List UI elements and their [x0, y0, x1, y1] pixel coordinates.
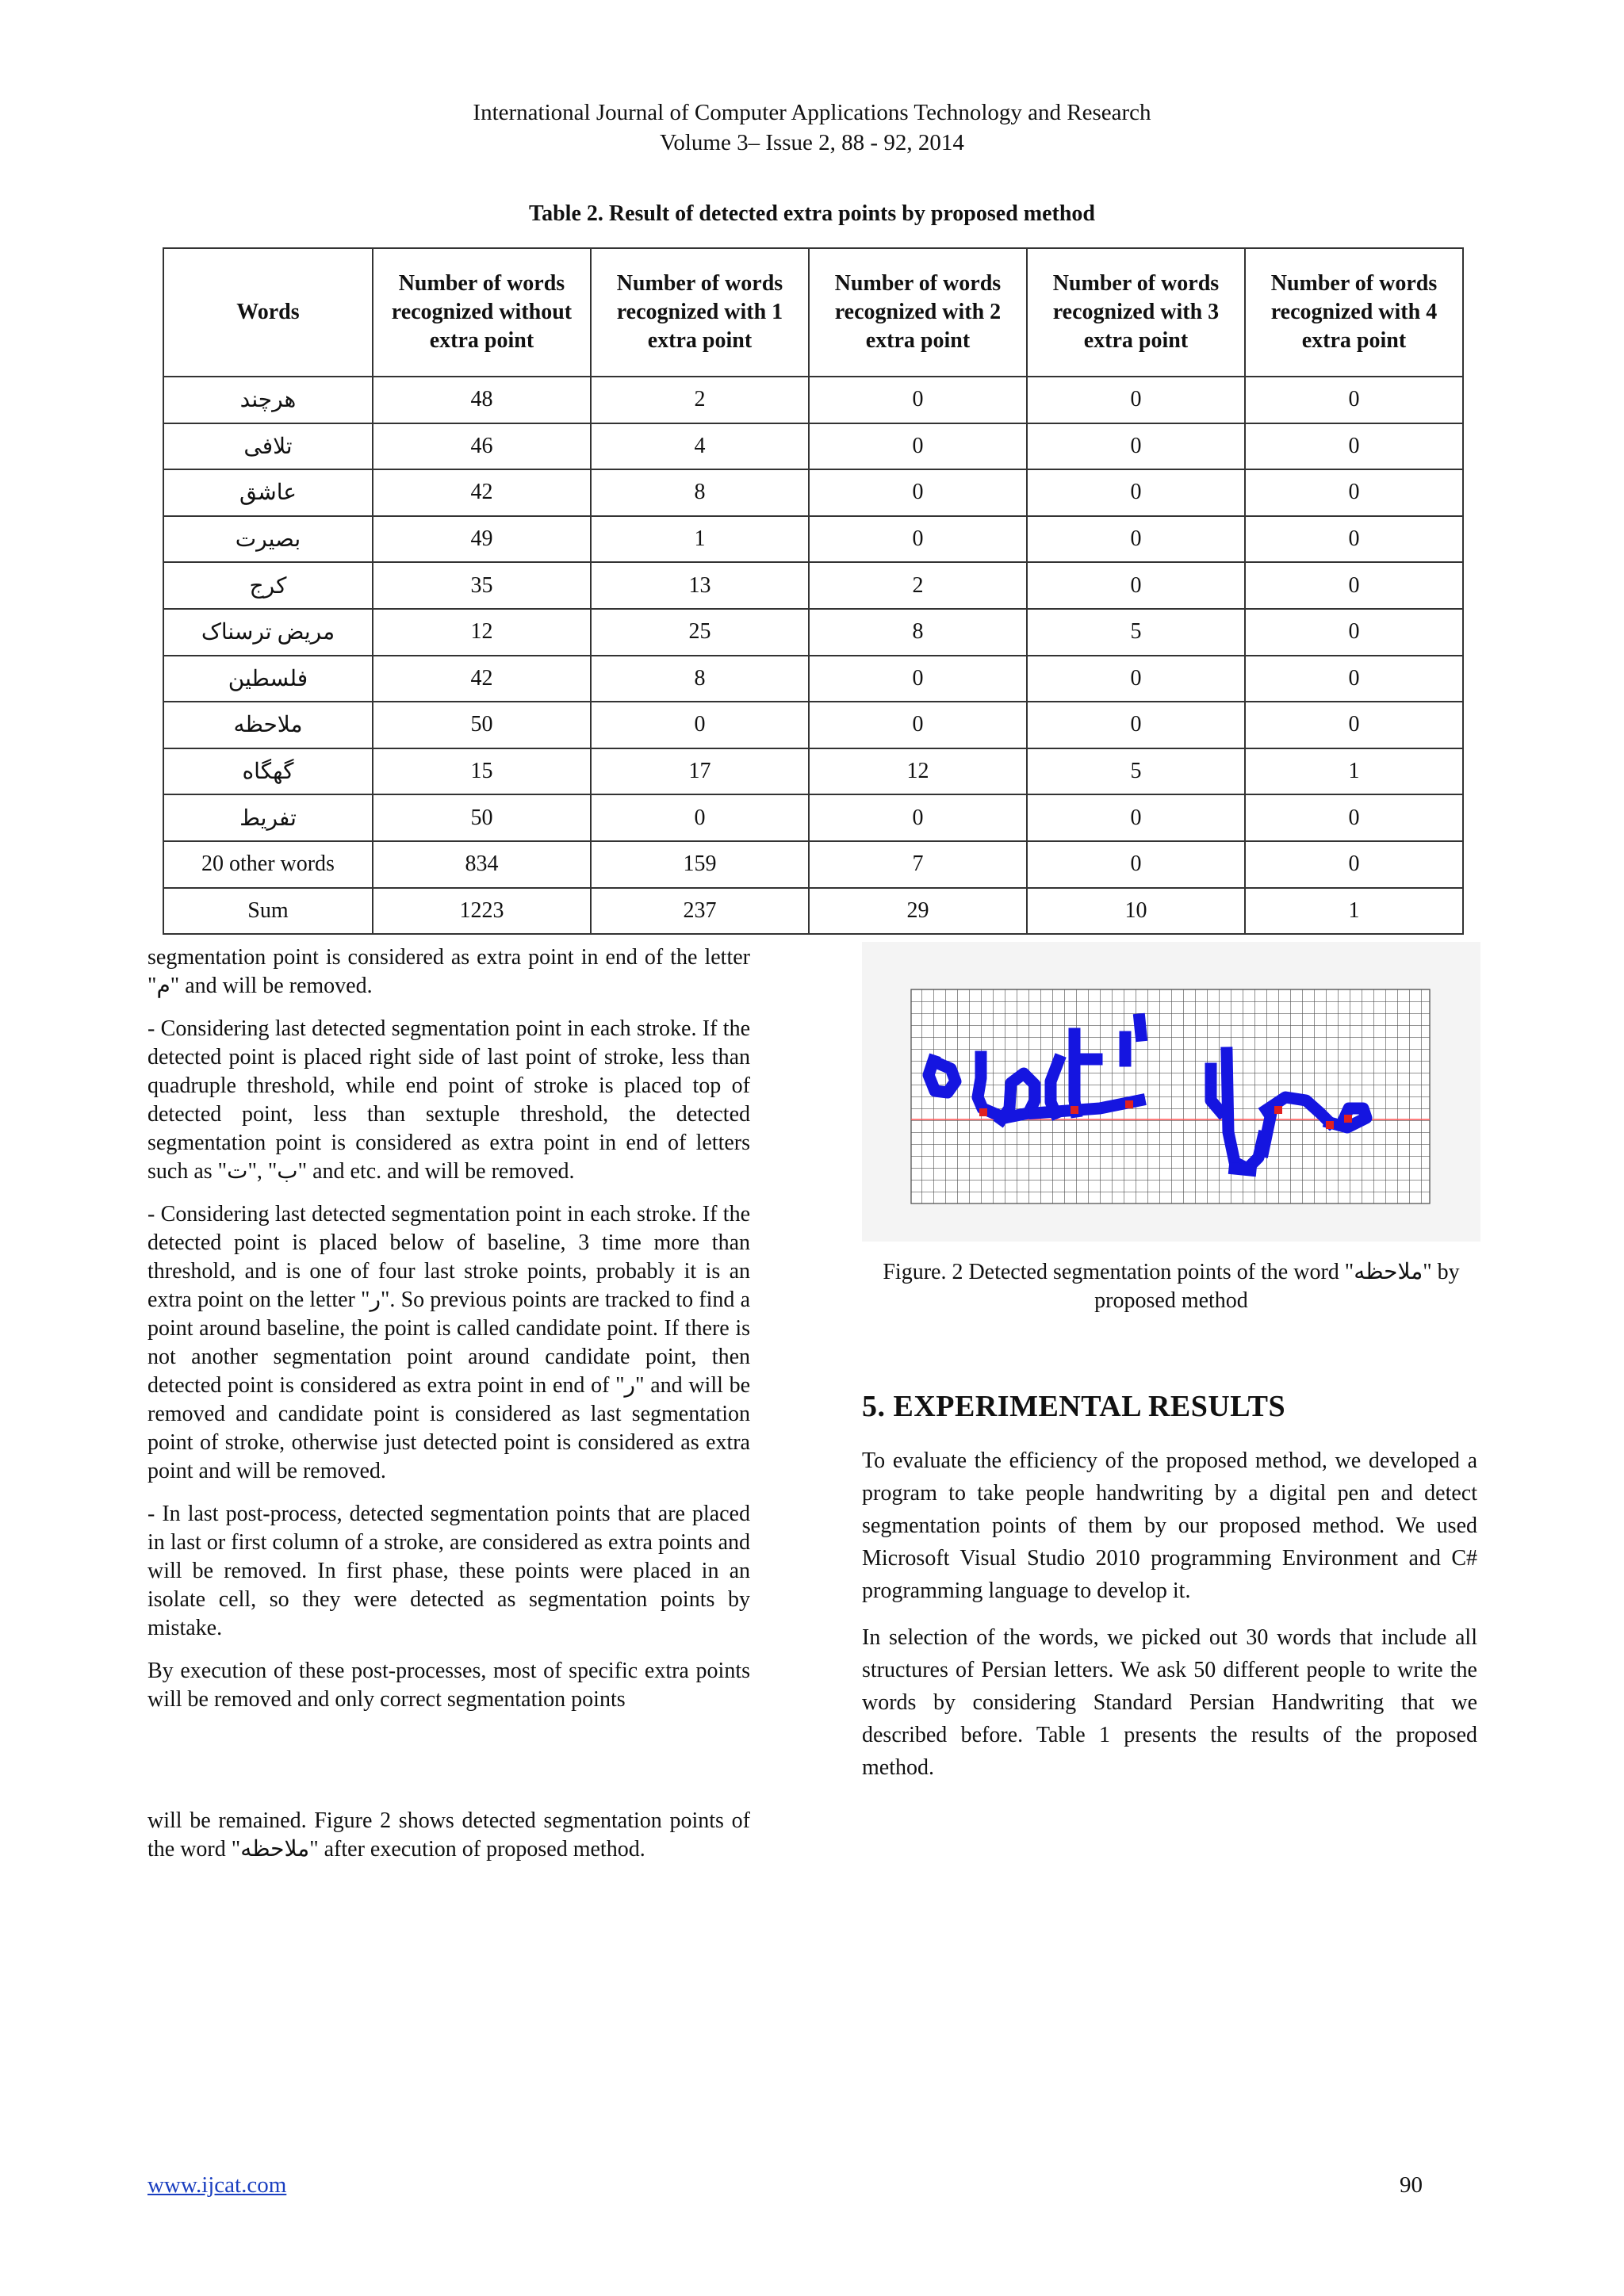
word-cell: مریض ترسناک — [163, 609, 373, 656]
count-cell: 0 — [1027, 423, 1245, 470]
paragraph: In selection of the words, we picked out 30 words that include all structures of Persian letters. We ask 50 different people to write the words by considering Standard Persian Handwriting that we described before. Table 1 presents the results of the proposed method. — [862, 1625, 1477, 1780]
word-cell: ملاحظه — [163, 702, 373, 748]
count-cell: 8 — [591, 656, 809, 702]
table-caption: Table 2. Result of detected extra points by proposed method — [528, 201, 1095, 226]
count-cell: 0 — [591, 794, 809, 841]
count-cell: 7 — [809, 841, 1027, 888]
table-header-cell: Words — [163, 248, 373, 377]
table-header-cell: Number of words recognized with 1 extra point — [591, 248, 809, 377]
count-cell: 0 — [1027, 377, 1245, 423]
count-cell: 0 — [591, 702, 809, 748]
count-cell: 25 — [591, 609, 809, 656]
table-row — [163, 702, 1463, 748]
count-cell: 42 — [373, 469, 591, 516]
count-cell: 1 — [1245, 748, 1463, 795]
count-cell: 237 — [591, 888, 809, 935]
word-cell: Sum — [163, 888, 373, 935]
journal-title: International Journal of Computer Applications Technology and Research — [473, 100, 1151, 125]
paragraph: - Considering last detected segmentation point in each stroke. If the detected point is placed right side of last point of stroke, less than quadruple threshold, while end point of stroke is placed top of detected point, less than sextuple threshold, the detected segmentation point is considered as extra point in end of letters such as "ب" ,"ت" and etc. and will be removed. — [147, 1016, 750, 1184]
table-row — [163, 888, 1463, 935]
count-cell: 0 — [809, 423, 1027, 470]
table-row — [163, 377, 1463, 423]
count-cell: 0 — [1027, 469, 1245, 516]
count-cell: 834 — [373, 841, 591, 888]
count-cell: 49 — [373, 516, 591, 563]
count-cell: 0 — [809, 794, 1027, 841]
count-cell: 0 — [809, 377, 1027, 423]
paragraph: - In last post-process, detected segmentation points that are placed in last or first column of a stroke, are considered as extra points and will be removed. In first phase, these points were placed in an isolate cell, so they were detected as segmentation points by mistake. — [147, 1502, 750, 1640]
paragraph: will be remained. Figure 2 shows detected segmentation points of the word "ملاحظه" after execution of proposed method. — [147, 1808, 750, 1862]
journal-volume: Volume 3– Issue 2, 88 - 92, 2014 — [660, 130, 964, 155]
count-cell: 12 — [373, 609, 591, 656]
count-cell: 42 — [373, 656, 591, 702]
count-cell: 0 — [1027, 516, 1245, 563]
count-cell: 2 — [591, 377, 809, 423]
table-row — [163, 609, 1463, 656]
count-cell: 8 — [591, 469, 809, 516]
count-cell: 159 — [591, 841, 809, 888]
count-cell: 5 — [1027, 609, 1245, 656]
count-cell: 0 — [809, 469, 1027, 516]
count-cell: 0 — [809, 656, 1027, 702]
table-row — [163, 841, 1463, 888]
section-heading: 5. EXPERIMENTAL RESULTS — [862, 1390, 1286, 1423]
word-cell: بصیرت — [163, 516, 373, 563]
word-cell: 20 other words — [163, 841, 373, 888]
count-cell: 4 — [591, 423, 809, 470]
count-cell: 0 — [809, 516, 1027, 563]
count-cell: 48 — [373, 377, 591, 423]
count-cell: 17 — [591, 748, 809, 795]
count-cell: 46 — [373, 423, 591, 470]
word-cell: تفریط — [163, 794, 373, 841]
word-cell: هرچند — [163, 377, 373, 423]
count-cell: 0 — [1245, 516, 1463, 563]
count-cell: 0 — [1245, 609, 1463, 656]
left-column — [147, 943, 750, 1728]
count-cell: 0 — [1245, 377, 1463, 423]
paragraph: By execution of these post-processes, most of specific extra points will be removed and only correct segmentation points — [147, 1659, 750, 1712]
results-table — [163, 247, 1464, 935]
count-cell: 50 — [373, 794, 591, 841]
table-header-cell: Number of words recognized with 2 extra point — [809, 248, 1027, 377]
count-cell: 10 — [1027, 888, 1245, 935]
figure-caption: Figure. 2 Detected segmentation points of the word "ملاحظه" by proposed method — [883, 1260, 1460, 1313]
count-cell: 0 — [1027, 562, 1245, 609]
word-cell: تلافی — [163, 423, 373, 470]
count-cell: 0 — [1245, 794, 1463, 841]
count-cell: 29 — [809, 888, 1027, 935]
word-cell: فلسطین — [163, 656, 373, 702]
count-cell: 0 — [1027, 841, 1245, 888]
paragraph: - Considering last detected segmentation point in each stroke. If the detected point is placed below of baseline, 3 time more than threshold, and is one of four last stroke points, probably it is an extra point on the letter "ر". So previous points are tracked to find a point around baseline, the point is called candidate point. If there is not another segmentation point around candidate point, then detected point is considered as extra point in end of "ر" and will be removed and candidate point is considered as last segmentation point of stroke, otherwise just detected point is considered as extra point and will be removed. — [147, 1202, 751, 1483]
segmentation-figure-image — [862, 942, 1480, 1242]
count-cell: 35 — [373, 562, 591, 609]
count-cell: 13 — [591, 562, 809, 609]
count-cell: 5 — [1027, 748, 1245, 795]
count-cell: 0 — [1245, 841, 1463, 888]
table-header-cell: Number of words recognized without extra point — [373, 248, 591, 377]
table-header-row — [163, 248, 1463, 377]
table-row — [163, 469, 1463, 516]
word-cell: عاشق — [163, 469, 373, 516]
count-cell: 0 — [1245, 423, 1463, 470]
footer-link[interactable]: www.ijcat.com — [147, 2172, 287, 2198]
paragraph: To evaluate the efficiency of the proposed method, we developed a program to take people handwriting by a digital pen and detect segmentation points of them by our proposed method. We used Microsoft Visual Studio 2010 programming Environment and C# programming language to develop it. — [862, 1448, 1477, 1603]
count-cell: 1223 — [373, 888, 591, 935]
table-row — [163, 748, 1463, 795]
table-body — [163, 377, 1463, 934]
table-row — [163, 516, 1463, 563]
right-column — [862, 1445, 1477, 1798]
table-row — [163, 656, 1463, 702]
count-cell: 8 — [809, 609, 1027, 656]
count-cell: 1 — [1245, 888, 1463, 935]
count-cell: 2 — [809, 562, 1027, 609]
table-header-cell: Number of words recognized with 4 extra point — [1245, 248, 1463, 377]
table-row — [163, 562, 1463, 609]
count-cell: 50 — [373, 702, 591, 748]
count-cell: 0 — [1245, 562, 1463, 609]
count-cell: 0 — [1027, 656, 1245, 702]
word-cell: کرج — [163, 562, 373, 609]
count-cell: 12 — [809, 748, 1027, 795]
table-header-cell: Number of words recognized with 3 extra point — [1027, 248, 1245, 377]
count-cell: 1 — [591, 516, 809, 563]
paragraph: segmentation point is considered as extra point in end of the letter "م" and will be removed. — [147, 945, 750, 998]
page-number: 90 — [1400, 2172, 1423, 2198]
count-cell: 15 — [373, 748, 591, 795]
count-cell: 0 — [1027, 702, 1245, 748]
word-cell: گهگاه — [163, 748, 373, 795]
count-cell: 0 — [1245, 469, 1463, 516]
table-row — [163, 423, 1463, 470]
left-column-continuation — [147, 1807, 750, 1878]
count-cell: 0 — [1245, 656, 1463, 702]
count-cell: 0 — [1245, 702, 1463, 748]
figure-2 — [862, 942, 1480, 1242]
count-cell: 0 — [809, 702, 1027, 748]
table-row — [163, 794, 1463, 841]
count-cell: 0 — [1027, 794, 1245, 841]
